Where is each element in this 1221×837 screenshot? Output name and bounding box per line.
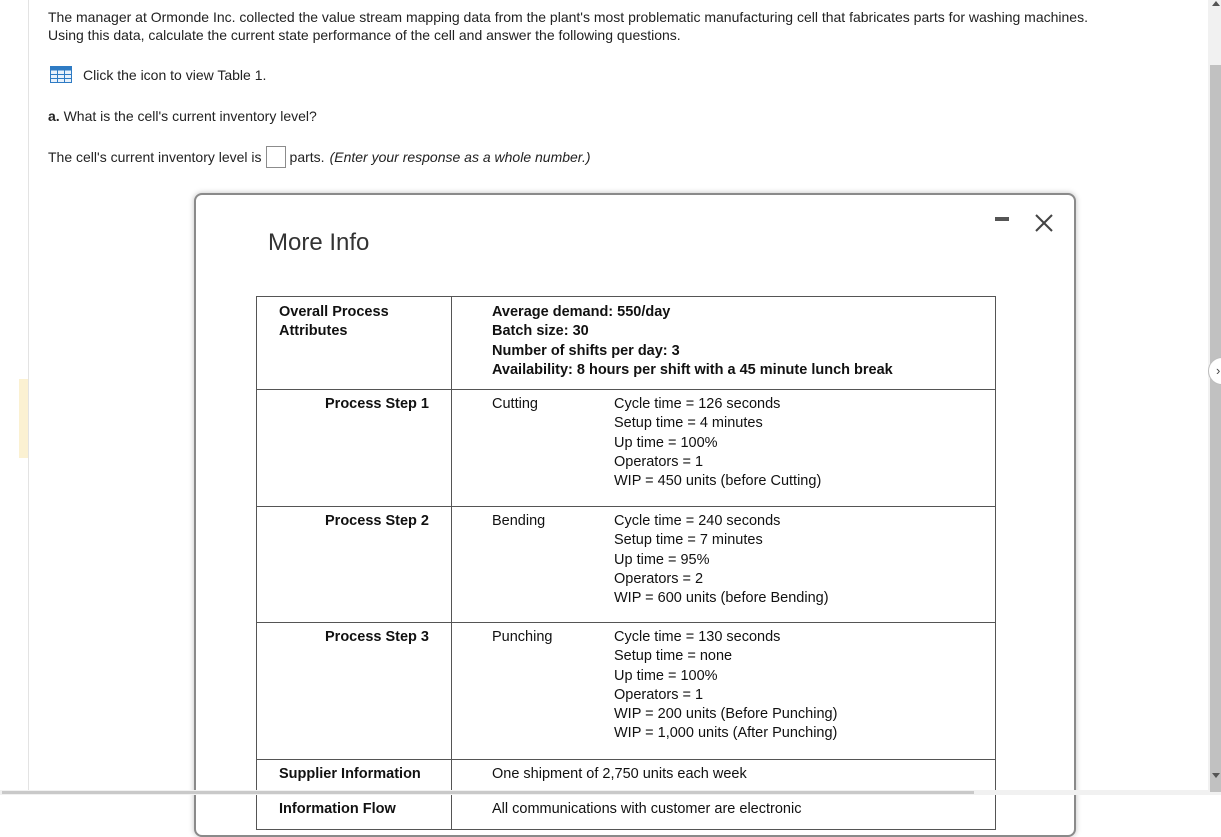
detail-line: Setup time = 4 minutes [614,415,763,432]
scroll-up-icon[interactable] [1212,1,1220,6]
view-table-label[interactable]: Click the icon to view Table 1. [83,66,267,83]
step-2-name: Bending [452,507,577,623]
table-row [257,390,996,507]
scroll-down-icon[interactable] [1212,773,1220,778]
more-info-dialog [194,193,1076,837]
detail-line: Up time = 95% [614,551,710,568]
horizontal-scroll-thumb[interactable] [2,791,974,794]
answer-hint: (Enter your response as a whole number.) [329,149,591,165]
step-1-details [576,390,996,507]
detail-line: Operators = 2 [614,570,704,587]
detail-line: Cycle time = 240 seconds [614,513,781,529]
question-a [48,108,317,124]
detail-line: Setup time = 7 minutes [614,532,763,549]
page-left-highlight [19,379,28,458]
step-3-name: Punching [452,623,577,760]
attr-line: Average demand: 550/day [492,304,671,320]
attr-line: Availability: 8 hours per shift with a 45 minute lunch break [492,361,893,378]
supplier-info-value: One shipment of 2,750 units each week [452,760,996,795]
supplier-info-label: Supplier Information [257,760,452,795]
intro-line-1: The manager at Ormonde Inc. collected the value stream mapping data from the plant's most problematic manufacturing cell that fabricates parts for washing machines. [48,9,1088,25]
info-flow-label: Information Flow [257,795,452,830]
detail-line: WIP = 600 units (before Bending) [614,590,829,607]
vertical-scroll-thumb[interactable] [1210,65,1221,792]
table-row [257,623,996,760]
detail-line: Setup time = none [614,648,733,665]
detail-line: Up time = 100% [614,667,718,684]
question-letter: a. [48,108,60,124]
detail-line: WIP = 450 units (before Cutting) [614,473,822,490]
detail-line: Up time = 100% [614,434,718,451]
question-text: What is the cell's current inventory level? [59,108,317,124]
detail-line: Operators = 1 [614,686,704,703]
step-3-details [576,623,996,760]
detail-line: Cycle time = 126 seconds [614,396,781,412]
vsm-data-table [256,296,996,830]
minimize-icon[interactable] [995,217,1009,221]
inventory-level-input[interactable] [266,146,286,168]
overall-attributes-label: Overall Process Attributes [257,297,452,390]
intro-line-2: Using this data, calculate the current state performance of the cell and answer the following questions. [48,27,681,43]
page-left-rule [28,0,29,795]
chevron-right-icon[interactable]: › [1208,357,1221,385]
problem-statement [48,8,1208,44]
close-icon[interactable] [1033,212,1055,234]
overall-attributes-values [452,297,996,390]
info-flow-value: All communications with customer are electronic [452,795,996,830]
detail-line: WIP = 200 units (Before Punching) [614,706,838,723]
step-3-label: Process Step 3 [257,623,452,760]
view-table-link[interactable] [50,66,266,83]
answer-unit: parts. [289,149,325,165]
dialog-title: More Info [268,229,370,256]
step-2-label: Process Step 2 [257,507,452,623]
detail-line: Cycle time = 130 seconds [614,629,781,645]
step-2-details [576,507,996,623]
answer-prefix: The cell's current inventory level is [48,149,262,165]
attr-line: Batch size: 30 [492,323,589,340]
table-grid-icon[interactable] [50,66,72,83]
table-row [257,297,996,390]
step-1-label: Process Step 1 [257,390,452,507]
attr-line: Number of shifts per day: 3 [492,342,680,359]
answer-row [48,146,591,168]
table-row [257,795,996,830]
detail-line: WIP = 1,000 units (After Punching) [614,725,838,742]
step-1-name: Cutting [452,390,577,507]
detail-line: Operators = 1 [614,453,704,470]
table-row [257,507,996,623]
